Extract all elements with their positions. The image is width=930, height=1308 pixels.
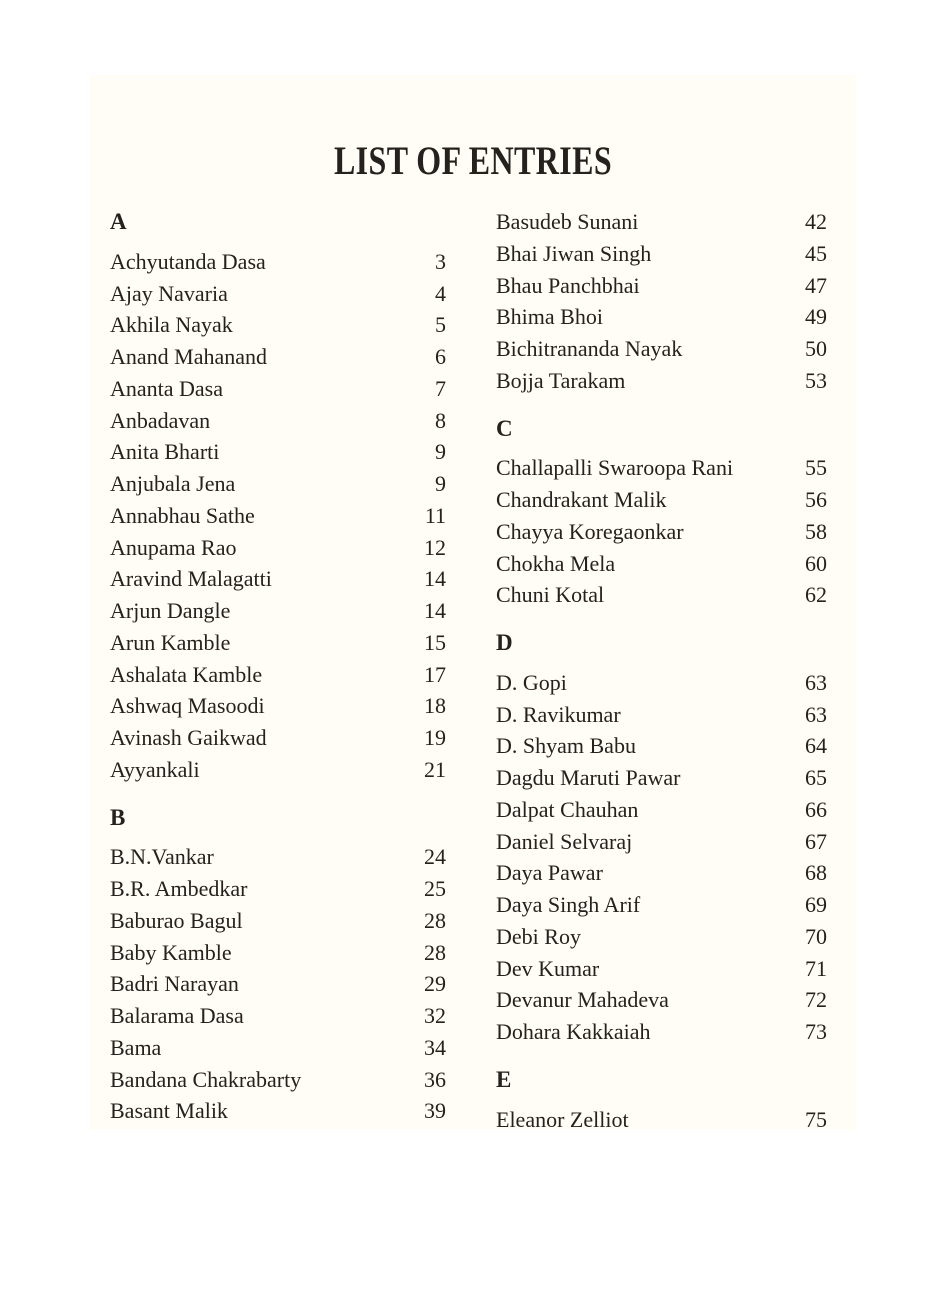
entry-name: Badri Narayan (110, 971, 239, 997)
entry-row (110, 1064, 446, 1096)
entry-name: Dohara Kakkaiah (496, 1019, 651, 1044)
entry-row (110, 841, 446, 873)
entry-name: Bhau Panchbhai (496, 272, 640, 298)
entry-page-number: 29 (424, 971, 446, 997)
entry-name: Ananta Dasa (110, 375, 224, 401)
entry-row (110, 341, 446, 373)
entry-name: Dalpat Chauhan (496, 796, 639, 822)
entry-row (110, 754, 446, 786)
entry-row (110, 436, 446, 468)
entry-page-number: 17 (424, 661, 446, 687)
entry-page-number: 25 (424, 876, 446, 901)
entry-name: Ayyankali (110, 756, 200, 782)
entry-name: Ajay Navaria (110, 280, 228, 306)
entry-name: Bojja Tarakam (496, 367, 626, 393)
entry-page-number: 53 (805, 367, 827, 393)
section-heading-e: E (496, 1066, 512, 1092)
entry-page-number: 63 (805, 701, 827, 727)
entry-name: Devanur Mahadeva (496, 987, 669, 1013)
entry-name: Baby Kamble (110, 939, 232, 965)
entry-row (496, 984, 827, 1016)
entry-name: Basant Malik (110, 1098, 228, 1124)
entry-name: Challapalli Swaroopa Rani (496, 455, 734, 481)
section-heading-b: B (110, 804, 126, 830)
entry-page-number: 50 (805, 336, 827, 361)
entry-row (110, 246, 446, 278)
section-heading-a: A (110, 209, 127, 234)
entry-page-number: 39 (424, 1098, 446, 1124)
entry-name: Anjubala Jena (110, 471, 236, 496)
entries-column-right (496, 206, 827, 1135)
entry-page-number: 68 (805, 860, 827, 886)
entry-row (110, 722, 446, 754)
entry-page-number: 21 (424, 756, 446, 782)
entry-page-number: 9 (435, 471, 446, 496)
entry-row (496, 762, 827, 794)
entry-row (496, 667, 827, 699)
entry-row (496, 452, 827, 484)
entry-name: Chayya Koregaonkar (496, 518, 684, 544)
entry-name: Arun Kamble (110, 629, 231, 655)
entry-row (110, 309, 446, 341)
entry-row (496, 921, 827, 953)
section-heading-d: D (496, 630, 513, 655)
entry-row (110, 659, 446, 691)
entry-row (496, 270, 827, 302)
entry-page-number: 8 (435, 407, 446, 433)
entry-name: Bandana Chakrabarty (110, 1066, 302, 1092)
entry-row (496, 484, 827, 516)
entry-page-number: 73 (805, 1019, 827, 1044)
entry-page-number: 32 (424, 1003, 446, 1028)
entry-name: Ashwaq Masoodi (110, 693, 265, 719)
entry-name: Dagdu Maruti Pawar (496, 765, 681, 790)
entry-name: Aravind Malagatti (110, 566, 272, 592)
entry-page-number: 12 (424, 534, 446, 560)
entry-name: Debi Roy (496, 923, 581, 949)
entry-page-number: 56 (805, 487, 827, 512)
entries-column-left (110, 206, 446, 1127)
entry-page-number: 45 (805, 240, 827, 266)
entry-row (496, 699, 827, 731)
entry-name: B.N.Vankar (110, 844, 214, 870)
entry-page-number: 58 (805, 518, 827, 544)
entry-name: Basudeb Sunani (496, 209, 639, 234)
entry-page-number: 63 (805, 669, 827, 695)
entry-page-number: 62 (805, 582, 827, 608)
entry-page-number: 6 (435, 344, 446, 369)
entry-page-number: 67 (805, 828, 827, 854)
entry-row (496, 794, 827, 826)
entry-name: Avinash Gaikwad (110, 725, 267, 750)
entry-page-number: 70 (805, 923, 827, 949)
scanned-page (90, 75, 856, 1130)
entry-row (496, 206, 827, 238)
entry-row (110, 278, 446, 310)
entry-row (110, 373, 446, 405)
entry-name: B.R. Ambedkar (110, 876, 248, 901)
entry-row (496, 730, 827, 762)
entry-name: Achyutanda Dasa (110, 248, 266, 274)
entry-name: Akhila Nayak (110, 312, 233, 338)
entry-page-number: 15 (424, 629, 446, 655)
entry-page-number: 42 (805, 209, 827, 234)
entry-name: Bhima Bhoi (496, 304, 603, 330)
entry-row (110, 1032, 446, 1064)
entry-name: Chuni Kotal (496, 582, 605, 608)
entry-page-number: 65 (805, 765, 827, 790)
entry-row (110, 690, 446, 722)
entry-name: Chandrakant Malik (496, 487, 667, 512)
entry-name: Daya Singh Arif (496, 892, 641, 917)
entry-row (496, 548, 827, 580)
entry-row (110, 405, 446, 437)
entry-name: Eleanor Zelliot (496, 1106, 629, 1132)
entry-page-number: 24 (424, 844, 446, 870)
entry-page-number: 3 (435, 248, 446, 274)
entry-name: Chokha Mela (496, 550, 616, 576)
entry-row (496, 857, 827, 889)
section-heading-c: C (496, 415, 513, 441)
entry-page-number: 72 (805, 987, 827, 1013)
entry-row (110, 937, 446, 969)
entry-name: Baburao Bagul (110, 907, 243, 933)
entry-row (110, 500, 446, 532)
entry-row (496, 301, 827, 333)
entry-name: Ashalata Kamble (110, 661, 263, 687)
entry-row (110, 595, 446, 627)
entry-page-number: 64 (805, 733, 827, 759)
entry-row (496, 1104, 827, 1136)
entry-name: Arjun Dangle (110, 598, 231, 623)
entry-row (496, 365, 827, 397)
entry-name: Annabhau Sathe (110, 502, 255, 528)
entry-page-number: 55 (805, 455, 827, 481)
page-title: LIST OF ENTRIES (333, 137, 613, 183)
entry-row (110, 873, 446, 905)
entry-page-number: 14 (424, 598, 446, 623)
entry-row (110, 968, 446, 1000)
entry-name: Balarama Dasa (110, 1003, 244, 1028)
entry-page-number: 5 (435, 312, 446, 338)
entry-name: Anbadavan (110, 407, 211, 433)
entry-row (110, 905, 446, 937)
entry-page-number: 4 (435, 280, 446, 306)
entry-row (110, 1095, 446, 1127)
entry-row (496, 516, 827, 548)
entry-row (496, 238, 827, 270)
entry-row (110, 532, 446, 564)
entry-name: D. Gopi (496, 669, 567, 695)
entry-name: D. Shyam Babu (496, 733, 636, 759)
entry-page-number: 75 (805, 1106, 827, 1132)
entry-page-number: 28 (424, 939, 446, 965)
entry-page-number: 71 (805, 955, 827, 981)
entry-page-number: 14 (424, 566, 446, 592)
entry-row (496, 953, 827, 985)
entry-name: Anand Mahanand (110, 344, 268, 369)
entry-row (110, 563, 446, 595)
entry-name: Bhai Jiwan Singh (496, 240, 652, 266)
entry-page-number: 7 (435, 375, 446, 401)
entry-row (496, 579, 827, 611)
entry-page-number: 11 (424, 502, 446, 528)
entry-name: Anupama Rao (110, 534, 237, 560)
entry-name: Bama (110, 1034, 162, 1060)
entry-row (496, 889, 827, 921)
entry-page-number: 47 (805, 272, 827, 298)
entry-page-number: 60 (805, 550, 827, 576)
entry-row (496, 826, 827, 858)
entry-row (496, 333, 827, 365)
entry-page-number: 69 (805, 892, 827, 917)
entry-row (110, 627, 446, 659)
entry-page-number: 36 (424, 1066, 446, 1092)
entry-name: Bichitrananda Nayak (496, 336, 683, 361)
entry-name: Daniel Selvaraj (496, 828, 633, 854)
entry-name: Daya Pawar (496, 860, 603, 886)
entry-name: D. Ravikumar (496, 701, 621, 727)
entry-page-number: 19 (424, 725, 446, 750)
entry-page-number: 66 (805, 796, 827, 822)
entry-page-number: 28 (424, 907, 446, 933)
entry-row (110, 468, 446, 500)
entry-page-number: 49 (805, 304, 827, 330)
entry-page-number: 9 (435, 439, 446, 465)
entry-page-number: 18 (424, 693, 446, 719)
entry-row (496, 1016, 827, 1048)
entry-name: Anita Bharti (110, 439, 220, 465)
entry-row (110, 1000, 446, 1032)
entry-page-number: 34 (424, 1034, 446, 1060)
entry-name: Dev Kumar (496, 955, 600, 981)
